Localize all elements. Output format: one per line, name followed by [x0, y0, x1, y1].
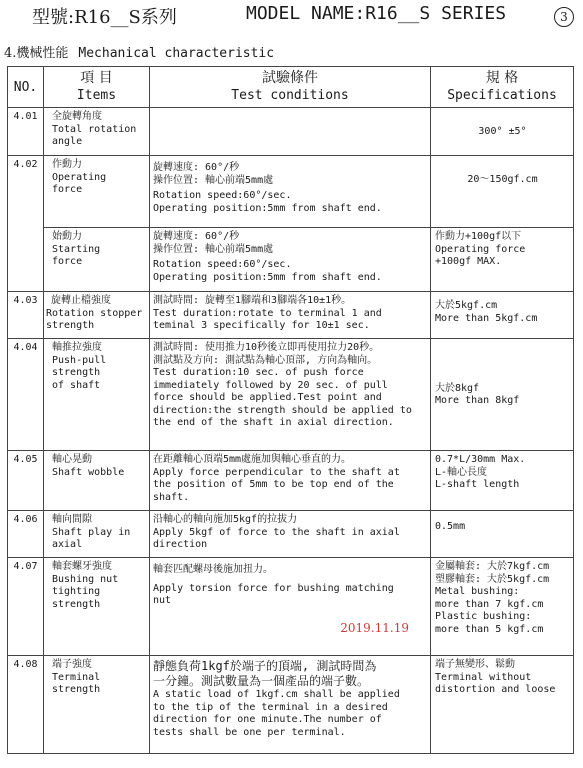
spec-cell: 300° ±5°: [431, 108, 574, 156]
spec-cell: 端子無變形、鬆動 Terminal without distortion and loose: [431, 656, 574, 754]
test-condition-cell: 沿軸心的軸向施加5kgf的拉拔力 Apply 5kgf of force to the shaft in axial direction: [150, 511, 431, 558]
item-cell: 端子強度 Terminal strength: [44, 656, 150, 754]
header-items: 項 目 Items: [44, 67, 150, 108]
table-row: [8, 656, 574, 754]
item-cell: 全旋轉角度 Total rotation angle: [44, 108, 150, 156]
table-row: [8, 156, 574, 228]
row-number: 4.02: [8, 156, 44, 292]
test-condition-cell: 在距離軸心頂端5mm處施加與軸心垂直的力。 Apply force perpendicular to the shaft at the position of 5mm to be top end of the shaft.: [150, 451, 431, 511]
item-cell: 軸推拉強度 Push-pull strength of shaft: [44, 339, 150, 451]
row-number: 4.06: [8, 511, 44, 558]
table-row: [8, 339, 574, 451]
row-number: 4.04: [8, 339, 44, 451]
test-condition-cell: 軸套匹配螺母後施加扭力。 Apply torsion force for bushing matching nut 2019.11.19: [150, 558, 431, 656]
row-number: 4.08: [8, 656, 44, 754]
item-cell: 軸向間隙 Shaft play in axial: [44, 511, 150, 558]
table-row: [8, 451, 574, 511]
row-number: 4.01: [8, 108, 44, 156]
header-specifications: 規 格 Specifications: [431, 67, 574, 108]
table-row: [8, 558, 574, 656]
table-row: [8, 228, 574, 292]
date-stamp: 2019.11.19: [340, 620, 409, 635]
row-number: 4.07: [8, 558, 44, 656]
header-test-conditions: 試驗條件 Test conditions: [150, 67, 431, 108]
test-condition-cell: [150, 108, 431, 156]
spec-cell: 作動力+100gf以下 Operating force +100gf MAX.: [431, 228, 574, 292]
test-condition-cell: 旋轉速度: 60°/秒 操作位置: 軸心前端5mm處 Rotation speed:60°/sec. Operating position:5mm from shaft end.: [150, 228, 431, 292]
row-number: 4.05: [8, 451, 44, 511]
model-type-title: 型號:R16__S系列: [32, 7, 177, 28]
section-title-en: Mechanical characteristic: [78, 46, 275, 61]
section-title-cn: 4.機械性能: [4, 46, 69, 61]
test-condition-cell: 靜態負荷1kgf於端子的頂端, 測試時間為 一分鐘。測試數量為一個產品的端子數。 A static load of 1kgf.cm shall be applied to the tip of the terminal in a desired direction for one minute.The number of tests shall be one per terminal.: [150, 656, 431, 754]
spec-cell: 0.7*L/30mm Max. L-軸心長度 L-shaft length: [431, 451, 574, 511]
section-title: [4, 42, 274, 61]
item-cell: 旋轉止檔強度 Rotation stopper strength: [44, 292, 150, 339]
mechanical-characteristics-table: [7, 66, 574, 754]
spec-cell: 大於5kgf.cm More than 5kgf.cm: [431, 292, 574, 339]
spec-cell: 金屬軸套: 大於7kgf.cm 塑膠軸套: 大於5kgf.cm Metal bushing: more than 7 kgf.cm Plastic bushing: more than 5 kgf.cm: [431, 558, 574, 656]
test-condition-cell: 測試時間: 旋轉至1腳端和3腳端各10±1秒。 Test duration:rotate to terminal 1 and teminal 3 specifically for 10±1 sec.: [150, 292, 431, 339]
page-number-badge: 3: [554, 7, 574, 27]
table-row: [8, 292, 574, 339]
table-row: [8, 108, 574, 156]
document-header: [0, 3, 583, 29]
item-cell: 始動力 Starting force: [44, 228, 150, 292]
header-no: NO.: [8, 67, 44, 108]
model-name-title: MODEL NAME:R16__S SERIES: [246, 3, 507, 24]
spec-cell: 0.5mm: [431, 511, 574, 558]
item-cell: 軸心晃動 Shaft wobble: [44, 451, 150, 511]
row-number: 4.03: [8, 292, 44, 339]
table-row: [8, 511, 574, 558]
item-cell: 軸套螺牙強度 Bushing nut tighting strength: [44, 558, 150, 656]
item-cell: 作動力 Operating force: [44, 156, 150, 228]
test-condition-cell: 旋轉速度: 60°/秒 操作位置: 軸心前端5mm處 Rotation speed:60°/sec. Operating position:5mm from shaft end.: [150, 156, 431, 228]
spec-cell: 大於8kgf More than 8kgf: [431, 339, 574, 451]
spec-cell: 20～150gf.cm: [431, 156, 574, 228]
table-header-row: [8, 67, 574, 108]
test-condition-cell: 測試時間: 使用推力10秒後立即再使用拉力20秒。 測試點及方向: 測試點為軸心頂部, 方向為軸向。 Test duration:10 sec. of push force immediately followed by 20 sec. of pull force should be applied.Test point and direction:the strength should be applied to the end of the shaft in axial direction.: [150, 339, 431, 451]
